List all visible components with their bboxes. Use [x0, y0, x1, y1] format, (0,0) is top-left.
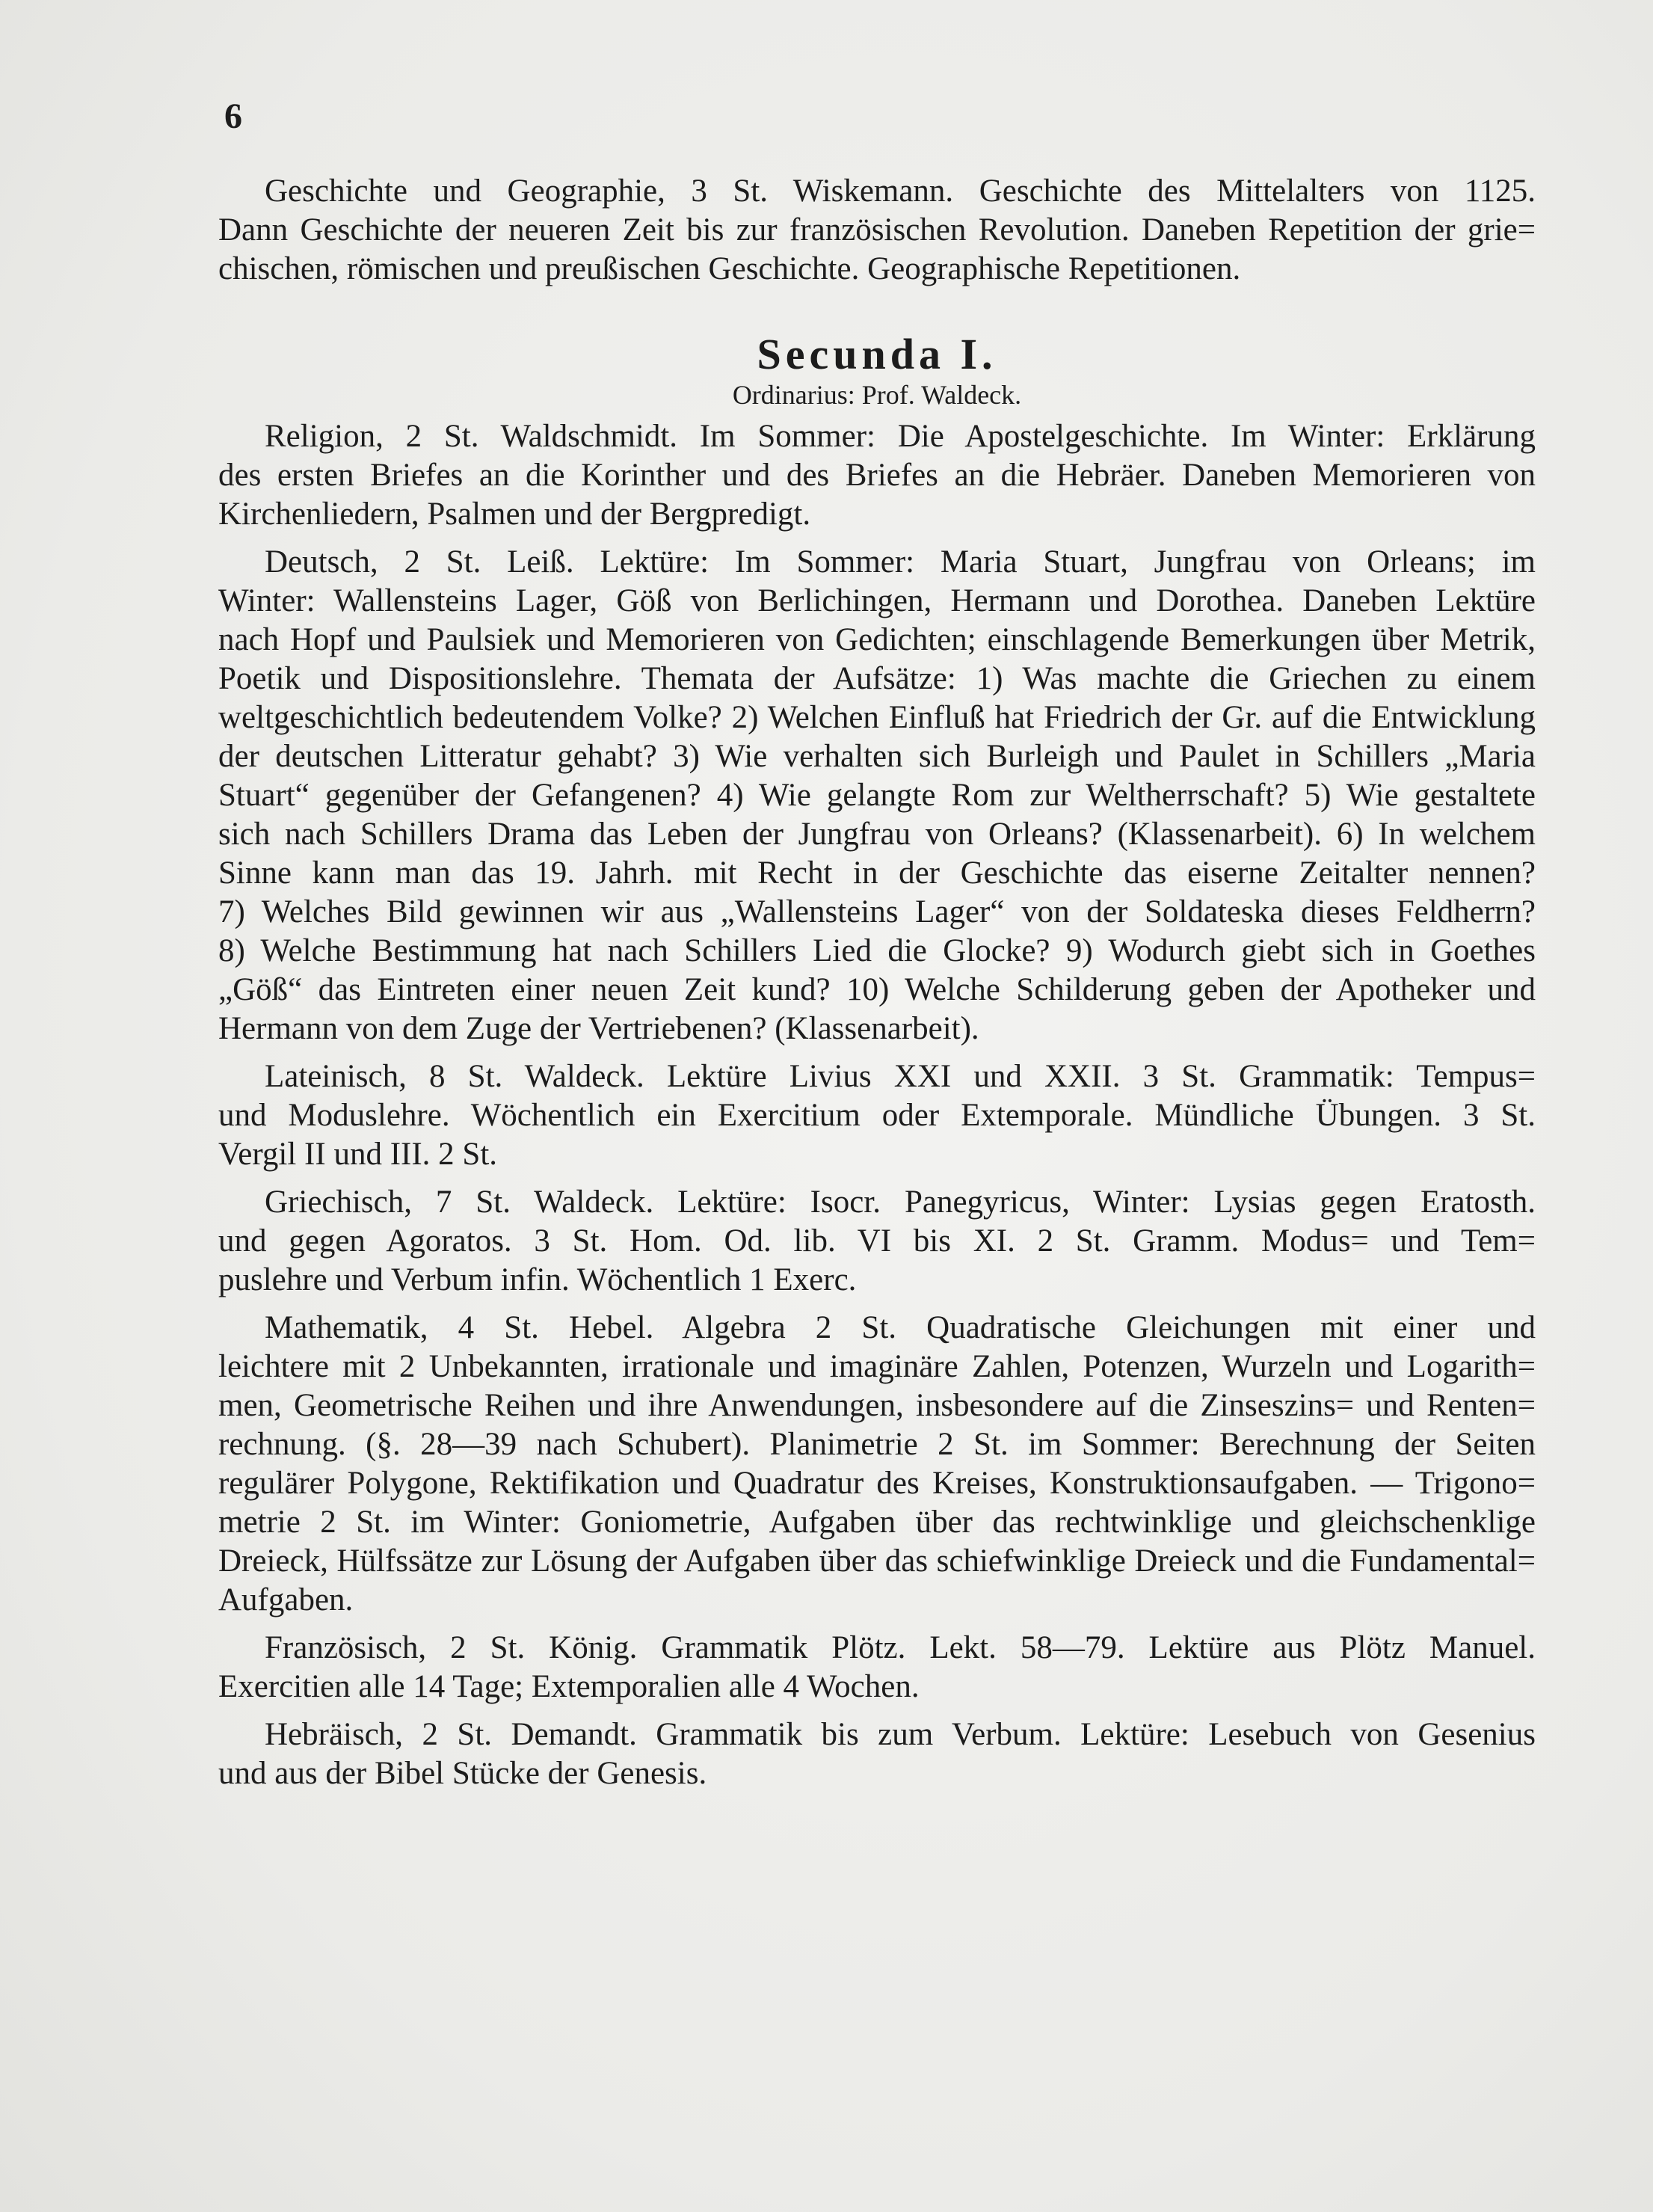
text-line: des ersten Briefes an die Korinther und des Briefes an die Hebräer. Daneben Memorieren von: [218, 458, 1536, 493]
paragraph-deutsch: [218, 543, 1536, 1048]
paragraph-griechisch: [218, 1183, 1536, 1300]
text-line: Dann Geschichte der neueren Zeit bis zur französischen Revolution. Daneben Repetition der grie=: [218, 212, 1536, 248]
text-line: men, Geometrische Reihen und ihre Anwendungen, insbesondere auf die Zinseszins= und Renten=: [218, 1388, 1536, 1423]
text-line: nach Hopf und Paulsiek und Memorieren von Gedichten; einschlagende Bemerkungen über Metrik,: [218, 622, 1536, 657]
paragraph-religion: [218, 417, 1536, 534]
text-line: und aus der Bibel Stücke der Genesis.: [218, 1756, 707, 1791]
paragraph-franzoesisch: [218, 1629, 1536, 1706]
page-body: [218, 163, 1536, 1793]
text-line: Hebräisch, 2 St. Demandt. Grammatik bis zum Verbum. Lektüre: Lesebuch von Gesenius: [265, 1717, 1536, 1752]
text-line: weltgeschichtlich bedeutendem Volke? 2) Welchen Einfluß hat Friedrich der Gr. auf die Entwicklung: [218, 700, 1536, 735]
text-line: Vergil II und III. 2 St.: [218, 1137, 498, 1172]
text-line: Hermann von dem Zuge der Vertriebenen? (Klassenarbeit).: [218, 1011, 979, 1046]
text-line: Stuart“ gegenüber der Gefangenen? 4) Wie gelangte Rom zur Weltherrschaft? 5) Wie gestaltete: [218, 778, 1536, 813]
text-line: der deutschen Litteratur gehabt? 3) Wie verhalten sich Burleigh und Paulet in Schillers „Maria: [218, 739, 1536, 774]
text-line: puslehre und Verbum infin. Wöchentlich 1 Exerc.: [218, 1262, 857, 1297]
text-line: Französisch, 2 St. König. Grammatik Plötz. Lekt. 58—79. Lektüre aus Plötz Manuel.: [265, 1630, 1536, 1665]
subject-paragraphs: [218, 417, 1536, 1793]
text-line: Poetik und Dispositionslehre. Themata der Aufsätze: 1) Was machte die Griechen zu einem: [218, 661, 1536, 696]
text-line: sich nach Schillers Drama das Leben der Jungfrau von Orleans? (Klassenarbeit). 6) In welchem: [218, 817, 1536, 852]
text-line: Dreieck, Hülfssätze zur Lösung der Aufgaben über das schiefwinklige Dreieck und die Fundamental=: [218, 1543, 1536, 1579]
text-line: chischen, römischen und preußischen Geschichte. Geographische Repetitionen.: [218, 251, 1241, 286]
text-line: Winter: Wallensteins Lager, Göß von Berlichingen, Hermann und Dorothea. Daneben Lektüre: [218, 583, 1536, 618]
text-line: Griechisch, 7 St. Waldeck. Lektüre: Isocr. Panegyricus, Winter: Lysias gegen Eratosth.: [265, 1185, 1536, 1220]
text-line: 8) Welche Bestimmung hat nach Schillers Lied die Glocke? 9) Wodurch giebt sich in Goethes: [218, 933, 1536, 968]
text-line: metrie 2 St. im Winter: Goniometrie, Aufgaben über das rechtwinklige und gleichschenklige: [218, 1505, 1536, 1540]
text-line: Exercitien alle 14 Tage; Extemporalien alle 4 Wochen.: [218, 1669, 920, 1704]
text-line: Mathematik, 4 St. Hebel. Algebra 2 St. Quadratische Gleichungen mit einer und: [265, 1310, 1536, 1345]
text-line: Religion, 2 St. Waldschmidt. Im Sommer: Die Apostelgeschichte. Im Winter: Erklärung: [265, 419, 1536, 454]
text-line: und gegen Agoratos. 3 St. Hom. Od. lib. VI bis XI. 2 St. Gramm. Modus= und Tem=: [218, 1223, 1536, 1259]
text-line: und Moduslehre. Wöchentlich ein Exercitium oder Extemporale. Mündliche Übungen. 3 St.: [218, 1098, 1536, 1133]
text-line: Kirchenliedern, Psalmen und der Bergpredigt.: [218, 497, 811, 532]
page-number: 6: [224, 96, 242, 136]
text-line: Deutsch, 2 St. Leiß. Lektüre: Im Sommer: Maria Stuart, Jungfrau von Orleans; im: [265, 544, 1536, 580]
text-line: rechnung. (§. 28—39 nach Schubert). Planimetrie 2 St. im Sommer: Berechnung der Seiten: [218, 1427, 1536, 1462]
text-line: 7) Welches Bild gewinnen wir aus „Wallensteins Lager“ von der Soldateska dieses Feldherrn?: [218, 894, 1536, 930]
text-line: Aufgaben.: [218, 1582, 354, 1617]
section-title: Secunda I.: [757, 330, 997, 378]
text-line: Sinne kann man das 19. Jahrh. mit Recht in der Geschichte das eiserne Zeitalter nennen?: [218, 855, 1536, 891]
section-ordinarius: Ordinarius: Prof. Waldeck.: [732, 380, 1022, 410]
paragraph-geschichte: [218, 172, 1536, 289]
text-line: Geschichte und Geographie, 3 St. Wiskemann. Geschichte des Mittelalters von 1125.: [265, 173, 1536, 209]
paragraph-hebraeisch: [218, 1715, 1536, 1793]
text-line: Lateinisch, 8 St. Waldeck. Lektüre Livius XXI und XXII. 3 St. Grammatik: Tempus=: [265, 1059, 1536, 1094]
paragraph-mathematik: [218, 1309, 1536, 1620]
text-line: „Göß“ das Eintreten einer neuen Zeit kund? 10) Welche Schilderung geben der Apotheker und: [218, 972, 1536, 1007]
text-line: regulärer Polygone, Rektifikation und Quadratur des Kreises, Konstruktionsaufgaben. — Trigono=: [218, 1466, 1536, 1501]
text-line: leichtere mit 2 Unbekannten, irrationale und imaginäre Zahlen, Potenzen, Wurzeln und Logarith=: [218, 1349, 1536, 1384]
paragraph-lateinisch: [218, 1057, 1536, 1174]
